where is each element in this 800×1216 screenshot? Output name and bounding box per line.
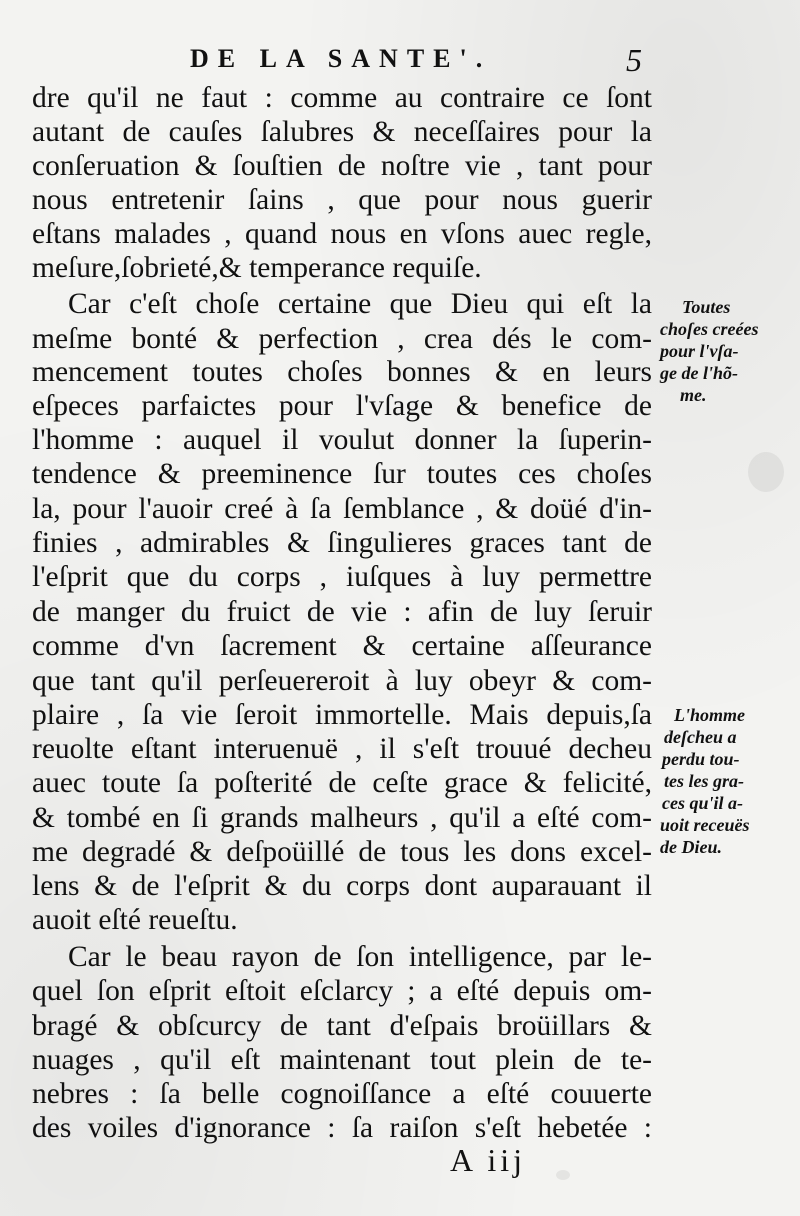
text-line: de manger du fruict de vie : afin de luy ſeruir	[32, 596, 652, 628]
text-line: reuolte eſtant interuenuë , il s'eſt trouué decheu	[32, 733, 652, 765]
text-line: nous entretenir ſains , que pour nous guerir	[32, 184, 652, 216]
marginal-note-line: deſcheu a	[664, 727, 737, 747]
marginal-note-line: pour l'vſa-	[660, 341, 739, 361]
paper-stain	[556, 1170, 570, 1180]
text-line: auec toute ſa poſterité de ceſte grace & felicité,	[32, 767, 652, 799]
text-line: lens & de l'eſprit & du corps dont auparauant il	[32, 870, 652, 902]
text-line: mencement toutes choſes bonnes & en leurs	[32, 356, 652, 388]
paragraph-first-line: Car le beau rayon de ſon intelligence, par le-	[68, 941, 652, 973]
marginal-note-line: choſes creées	[660, 319, 759, 339]
text-line: finies , admirables & ſingulieres graces tant de	[32, 527, 652, 559]
marginal-note-line: de Dieu.	[660, 837, 722, 857]
text-line: nebres : ſa belle cognoiſſance a eſté couuerte	[32, 1078, 652, 1110]
text-line: auoit eſté reueſtu.	[32, 904, 238, 936]
marginal-note-line: L'homme	[674, 705, 745, 725]
marginal-note-line: perdu tou-	[662, 749, 740, 769]
page-number: 5	[626, 42, 642, 78]
paragraph-first-line: Car c'eſt choſe certaine que Dieu qui eſt la	[68, 288, 652, 320]
text-line: & tombé en ſi grands malheurs , qu'il a eſté com-	[32, 802, 652, 834]
running-head: DE LA SANTE'.	[190, 44, 492, 73]
text-line: eſpeces parfaictes pour l'vſage & benefice de	[32, 390, 652, 422]
text-line: tendence & preeminence ſur toutes ces choſes	[32, 458, 652, 490]
marginal-note-line: me.	[680, 385, 707, 405]
text-line: quel ſon eſprit eſtoit eſclarcy ; a eſté depuis om-	[32, 975, 652, 1007]
text-line: meſme bonté & perfection , crea dés le com-	[32, 323, 652, 355]
text-line: plaire , ſa vie ſeroit immortelle. Mais depuis,ſa	[32, 699, 652, 731]
paper-stain	[748, 452, 784, 492]
marginal-note-line: tes les gra-	[664, 771, 744, 791]
text-line: des voiles d'ignorance : ſa raiſon s'eſt hebetée :	[32, 1112, 652, 1144]
marginal-note-fall	[660, 704, 800, 858]
text-line: autant de cauſes ſalubres & neceſſaires pour la	[32, 116, 652, 148]
text-line: l'eſprit que du corps , iuſques à luy permettre	[32, 561, 652, 593]
text-line: bragé & obſcurcy de tant d'eſpais broüillars &	[32, 1010, 652, 1042]
text-line: eſtans malades , quand nous en vſons auec regle,	[32, 218, 652, 250]
text-line: meſure,ſobrieté,& temperance requiſe.	[32, 252, 482, 284]
signature-mark: A iij	[450, 1142, 527, 1178]
marginal-note-line: Toutes	[682, 297, 731, 317]
text-line: l'homme : auquel il voulut donner la ſuperin-	[32, 424, 652, 456]
text-line: nuages , qu'il eſt maintenant tout plein de te-	[32, 1044, 652, 1076]
text-line: me degradé & deſpoüillé de tous les dons excel-	[32, 836, 652, 868]
marginal-note-creation	[660, 296, 800, 406]
text-line: que tant qu'il perſeuereroit à luy obeyr & com-	[32, 665, 652, 697]
text-line: conſeruation & ſouſtien de noſtre vie , tant pour	[32, 150, 652, 182]
text-line: la, pour l'auoir creé à ſa ſemblance , & doüé d'in-	[32, 493, 652, 525]
text-line: dre qu'il ne faut : comme au contraire ce ſont	[32, 82, 652, 114]
text-line: comme d'vn ſacrement & certaine aſſeurance	[32, 630, 652, 662]
marginal-note-line: ces qu'il a-	[662, 793, 743, 813]
marginal-note-line: uoit receuës	[660, 815, 750, 835]
marginal-note-line: ge de l'hõ-	[660, 363, 738, 383]
